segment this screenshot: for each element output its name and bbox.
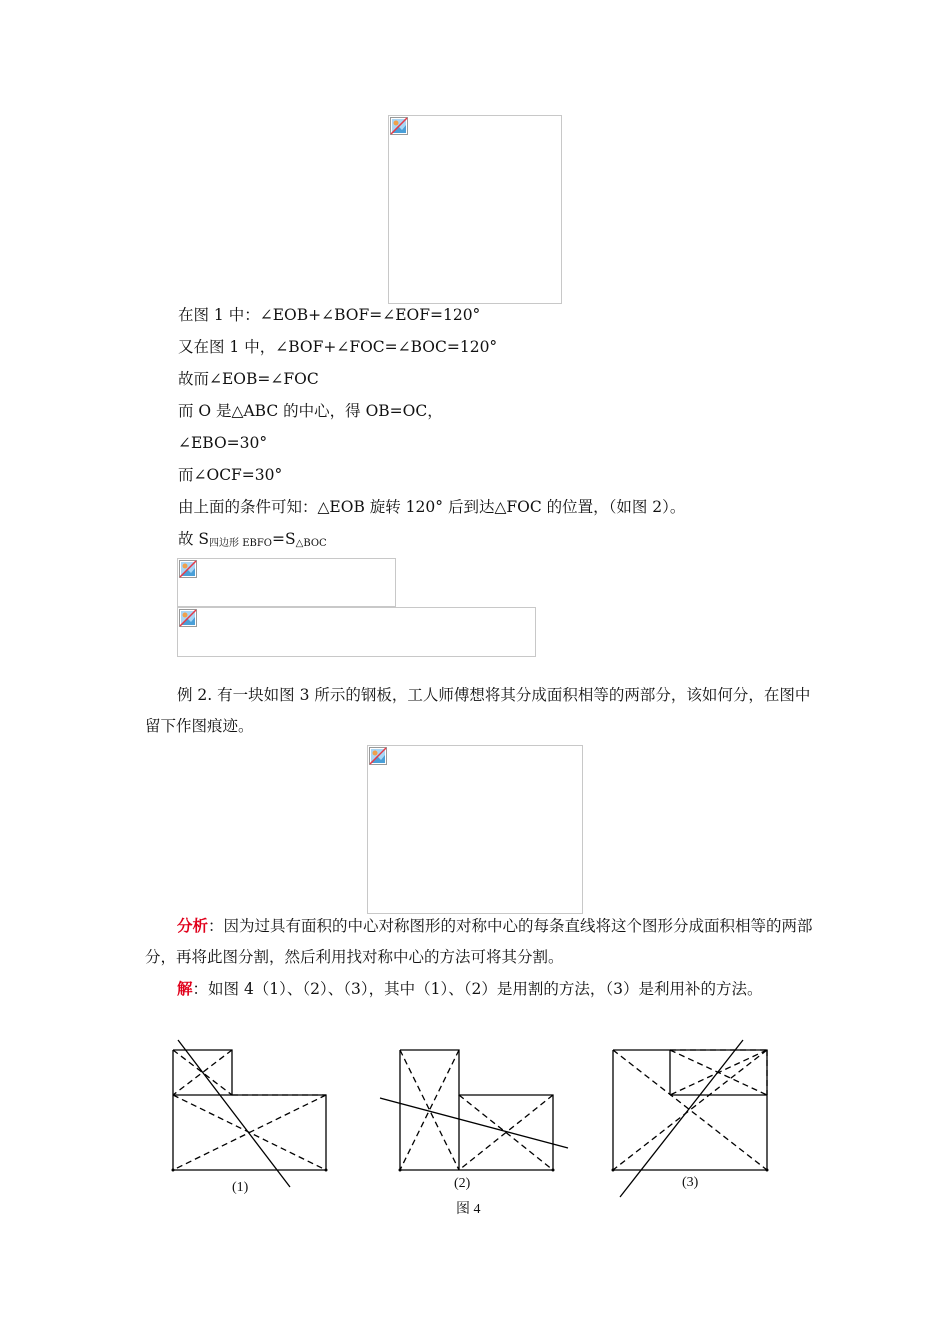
area-equation (178, 529, 327, 554)
diagram-2 (380, 1050, 568, 1170)
broken-image-icon (390, 117, 408, 135)
broken-image-icon (179, 560, 197, 578)
proof-line-2: 又在图 1 中，∠BOF+∠FOC=∠BOC=120° (178, 338, 498, 356)
solution-paragraph (145, 973, 815, 1005)
figure-4-label-3: (3) (682, 1175, 699, 1190)
broken-image-icon (179, 609, 197, 627)
figure-4-label-2: (2) (454, 1176, 471, 1191)
broken-image-icon (369, 747, 387, 765)
area-eq-prefix: 故 S (178, 530, 210, 548)
example-2-text: 例 2. 有一块如图 3 所示的钢板，工人师傅想将其分成面积相等的两部分，该如何分，在图中留下作图痕迹。 (145, 686, 811, 735)
area-eq-sub1: 四边形 EBFO (209, 538, 273, 549)
solution-label: 解 (177, 979, 193, 998)
figure-2a-image (177, 558, 396, 607)
figure-4 (150, 1035, 800, 1217)
figure-4-label-1: (1) (232, 1180, 249, 1195)
figure-1-image (388, 115, 562, 304)
example-2-paragraph (145, 680, 815, 742)
analysis-paragraph (145, 910, 815, 973)
figure-3-image (367, 745, 583, 914)
area-eq-sub2: △BOC (295, 538, 327, 549)
proof-line-6: 而∠OCF=30° (178, 466, 283, 484)
solution-text: ：如图 4（1）、（2）、（3），其中（1）、（2）是用割的方法，（3）是利用补的方法。 (192, 980, 763, 998)
analysis-text: ：因为过具有面积的中心对称图形的对称中心的每条直线将这个图形分成面积相等的两部分，再将此图分割，然后利用找对称中心的方法可将其分割。 (145, 917, 813, 966)
proof-line-7: 由上面的条件可知：△EOB 旋转 120° 后到达△FOC 的位置，（如图 2）。 (178, 498, 686, 516)
proof-line-3: 故而∠EOB=∠FOC (178, 370, 319, 388)
area-eq-mid: =S (272, 530, 296, 548)
proof-line-4: 而 O 是△ABC 的中心，得 OB=OC， (178, 402, 443, 420)
proof-line-5: ∠EBO=30° (178, 434, 268, 452)
analysis-label: 分析 (177, 916, 209, 935)
figure-4-caption: 图 4 (456, 1202, 481, 1217)
diagram-1 (173, 1040, 326, 1187)
figure-2b-image (177, 607, 536, 657)
proof-line-1: 在图 1 中：∠EOB+∠BOF=∠EOF=120° (178, 306, 481, 324)
diagram-3 (613, 1040, 767, 1197)
